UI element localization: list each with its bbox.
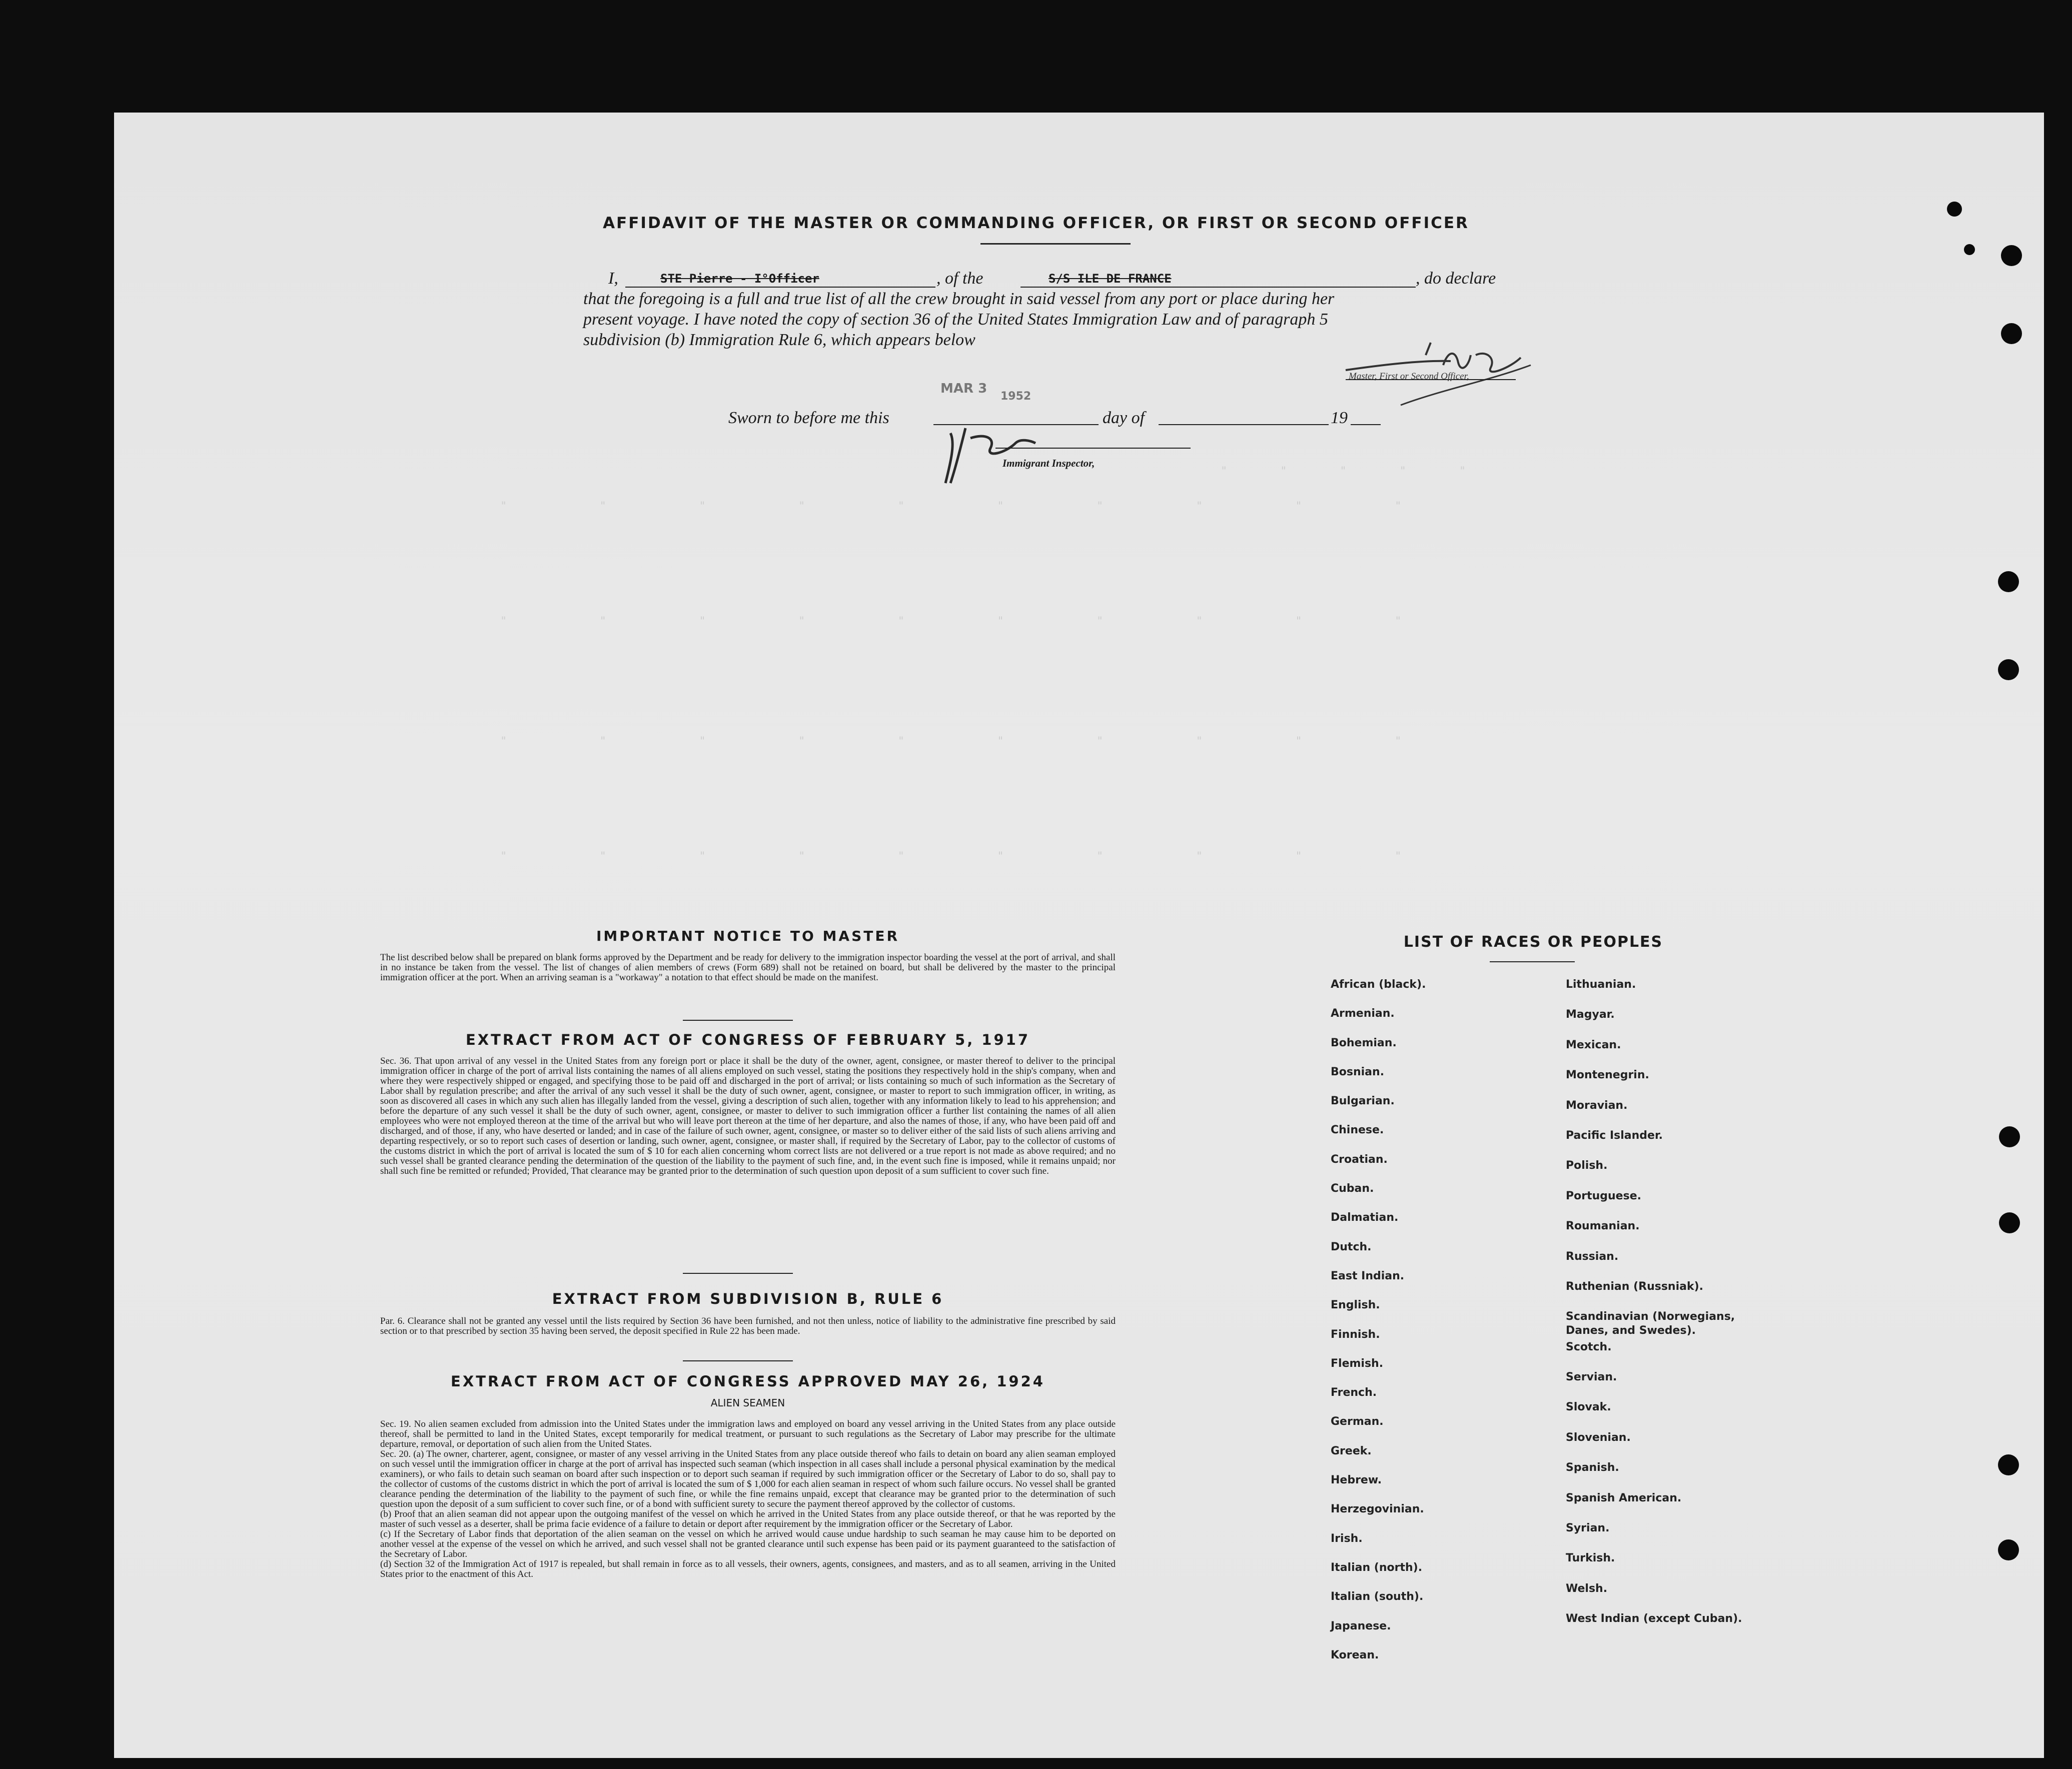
- race-item: Chinese.: [1331, 1124, 1384, 1137]
- binder-hole: [1998, 659, 2019, 680]
- race-item: Dutch.: [1331, 1240, 1372, 1253]
- race-item: Bulgarian.: [1331, 1095, 1395, 1108]
- sec-19-text: Sec. 19. No alien seamen excluded from admission into the United States under the immigration laws and employed on board any vessel arriving in the United States from any place outside thereof, shall be permitted to land in the United States, except temporarily for medical treatment, or pursuant to such regulations as the Secretary of Labor may prescribe for the ultimate departure, removal, or deportation of such alien from the United States.: [380, 1419, 1116, 1449]
- race-item: Montenegrin.: [1566, 1069, 1649, 1082]
- race-item: Magyar.: [1566, 1008, 1615, 1021]
- binder-hole: [1999, 1212, 2020, 1233]
- rule6-text: Par. 6. Clearance shall not be granted any vessel until the lists required by Section 36 have been furnished, and not then unless, notice of liability to the administrative fine prescribed by said section or to that prescribed by section 35 having been served, the deposit specified in Rule 22 has been made.: [380, 1316, 1116, 1336]
- affidavit-body-line1: that the foregoing is a full and true list of all the crew brought in said vessel from any port or place during her: [583, 290, 1335, 308]
- date-stamp: MAR 3: [940, 381, 987, 396]
- binder-hole: [1964, 244, 1975, 255]
- vessel-name-line: [1020, 287, 1416, 288]
- race-item: Italian (north).: [1331, 1561, 1423, 1574]
- race-item: Cuban.: [1331, 1182, 1374, 1195]
- extract-1924-body: [380, 1419, 1116, 1579]
- races-title-underline: [1490, 961, 1575, 962]
- race-item: Lithuanian.: [1566, 978, 1636, 991]
- race-item: French.: [1331, 1386, 1377, 1399]
- vessel-name-field: S/S ILE DE FRANCE: [1049, 272, 1172, 286]
- sec-20a-text: Sec. 20. (a) The owner, charterer, agent, consignee, or master of any vessel arriving in the United States from any place outside thereof who fails to detain on board any alien seaman employed on such vessel until the immigration officer in charge at the port of arrival has inspected such seaman (which inspection in all cases shall include a personal physical examination by the medical examiners), or who fails to detain such seaman on board after such inspection or to deport such seaman if required by such immigration officer or the Secretary of Labor to do so, shall pay to the collector of customs of the customs district in which the port of arrival is located the sum of $ 1,000 for each alien seaman in respect of whom such failure occurs. No vessel shall be granted clearance pending the determination of the liability to the payment of such fine, or while the fine remains unpaid, except that clearance may be granted prior to the determination of such question upon the deposit of a sum sufficient to cover such fine, or of a bond with sufficient surety to secure the payment thereof approved by the collector of customs.: [380, 1449, 1116, 1509]
- affidavit-title: AFFIDAVIT OF THE MASTER OR COMMANDING OFFICER, OR FIRST OR SECOND OFFICER: [603, 214, 1469, 232]
- race-item: West Indian (except Cuban).: [1566, 1612, 1742, 1625]
- extract-1924-title: EXTRACT FROM ACT OF CONGRESS APPROVED MAY 26, 1924: [451, 1373, 1045, 1390]
- race-item: Bohemian.: [1331, 1036, 1397, 1049]
- race-item: Syrian.: [1566, 1522, 1610, 1535]
- race-item: Croatian.: [1331, 1153, 1388, 1166]
- race-item: Spanish American.: [1566, 1491, 1682, 1504]
- notice-text: The list described below shall be prepared on blank forms approved by the Department and be ready for delivery to the immigration inspector boarding the vessel at the port of arrival, and shall in no instance be taken from the vessel. The list of changes of alien members of crews (Form 689) shall not be retained on board, but shall be delivered by the master to the principal immigration officer at the port. When an arriving seaman is a "workaway" a notation to that effect should be made on the manifest.: [380, 952, 1116, 983]
- races-left-column: [1331, 978, 1541, 1677]
- race-item: Irish.: [1331, 1532, 1363, 1545]
- sworn-text: Sworn to before me this: [728, 409, 889, 427]
- affidavit-i-label: I,: [608, 269, 618, 288]
- race-item: Scotch.: [1566, 1340, 1612, 1353]
- race-item: Mexican.: [1566, 1038, 1621, 1051]
- rule6-divider: [683, 1360, 793, 1361]
- race-item: Italian (south).: [1331, 1590, 1424, 1603]
- races-right-column: [1566, 978, 1751, 1642]
- signature-title: Master, First or Second Officer,: [1349, 371, 1469, 382]
- race-item: Herzegovinian.: [1331, 1503, 1424, 1516]
- binder-hole: [1999, 1126, 2020, 1147]
- race-item: English.: [1331, 1299, 1380, 1312]
- race-item: Scandinavian (Norwegians, Danes, and Swedes).: [1566, 1310, 1735, 1337]
- race-item: Turkish.: [1566, 1552, 1615, 1565]
- race-item: Pacific Islander.: [1566, 1129, 1663, 1142]
- notice-divider: [683, 1020, 793, 1021]
- binder-hole: [1998, 571, 2019, 592]
- race-item: Roumanian.: [1566, 1220, 1640, 1233]
- sec-20b-text: (b) Proof that an alien seaman did not appear upon the outgoing manifest of the vessel on which he arrived in the United States from any place outside thereof, or that he was reported by the master of such vessel as a deserter, shall be prima facie evidence of a failure to detain or deport after requirement by the immigration officer or the Secretary of Labor.: [380, 1509, 1116, 1529]
- race-item: East Indian.: [1331, 1269, 1405, 1282]
- title-underline: [980, 243, 1131, 245]
- race-item: Korean.: [1331, 1648, 1379, 1661]
- alien-seamen-subtitle: ALIEN SEAMEN: [710, 1397, 785, 1409]
- sec-20d-text: (d) Section 32 of the Immigration Act of 1917 is repealed, but shall remain in force as to all vessels, their owners, agents, consignees, and masters, and as to all seamen, arriving in the United States prior to the enactment of this Act.: [380, 1559, 1116, 1579]
- day-of-label: day of: [1103, 409, 1145, 427]
- binder-hole: [1998, 1454, 2019, 1475]
- inspector-label: Immigrant Inspector,: [1002, 457, 1095, 469]
- sec-20c-text: (c) If the Secretary of Labor finds that deportation of the alien seaman on the vessel on which he arrived would cause undue hardship to such seaman he may cause him to be deported on another vessel at the expense of the vessel on which he arrived, and such vessel shall not be granted clearance until such expense has been paid or its payment guaranteed to the satisfaction of the Secretary of Labor.: [380, 1529, 1116, 1559]
- inspector-signature: [940, 418, 1091, 493]
- binder-hole: [1998, 1539, 2019, 1560]
- year-prefix: 19: [1331, 409, 1348, 427]
- extract-1917-text: Sec. 36. That upon arrival of any vessel in the United States from any foreign port or place it shall be the duty of the owner, agent, consignee, or master thereof to deliver to the principal immigration officer in charge of the port of arrival lists containing the names of all aliens employed on such vessel, stating the positions they respectively hold in the ship's company, when and where they were respectively shipped or engaged, and specifying those to be paid off and discharged in the port of arrival; or lists containing so much of such information as the Secretary of Labor shall by regulation prescribe; and after the arrival of any such vessel it shall be the duty of such owner, agent, consignee, or master to report to such immigration officer, in writing, as soon as discovered all cases in which any such alien has illegally landed from the vessel, giving a description of such alien, together with any information likely to lead to his apprehension; and before the departure of any such vessel it shall be the duty of such owner, agent, consignee, or master to deliver to such immigration officer a further list containing the names of all alien employees who were not employed thereon at the time of the arrival but who will leave port thereon at the time of her departure, and also the names of those, if any, who have been paid off and discharged, and of those, if any, who have deserted or landed; and in case of the failure of such owner, agent, consignee, or master so to deliver either of the said lists of such aliens arriving and departing respectively, or so to report such cases of desertion or landing, such owner, agent, consignee, or master shall, if required by the Secretary of Labor, pay to the collector of customs of the customs district in which the port of arrival is located the sum of $ 10 for each alien concerning whom correct lists are not delivered or a true report is not made as above required; and no such vessel shall be granted clearance pending the determination of the question of the liability to the payment of such fine, and, in the event such fine is imposed, while it remains unpaid; nor shall such fine be remitted or refunded; Provided, That clearance may be granted prior to the determination of such question upon deposit of a sum sufficient to cover such fine.: [380, 1056, 1116, 1176]
- race-item: Slovenian.: [1566, 1431, 1631, 1444]
- race-item: Servian.: [1566, 1371, 1617, 1384]
- notice-title: IMPORTANT NOTICE TO MASTER: [596, 928, 900, 944]
- scan-border: [114, 0, 2044, 113]
- binder-hole: [2001, 245, 2022, 266]
- race-item: Armenian.: [1331, 1007, 1395, 1020]
- affidavit-body-line2: present voyage. I have noted the copy of section 36 of the United States Immigration Law and of paragraph 5: [583, 310, 1328, 329]
- affidavit-body-line3: subdivision (b) Immigration Rule 6, which appears below: [583, 331, 975, 349]
- race-item: Slovak.: [1566, 1401, 1611, 1414]
- inspector-line: [995, 448, 1191, 449]
- of-the-label: , of the: [936, 269, 983, 288]
- officer-name-field: STE Pierre - I°Officer: [660, 272, 819, 286]
- race-item: Flemish.: [1331, 1357, 1384, 1370]
- rule6-title: EXTRACT FROM SUBDIVISION B, RULE 6: [552, 1290, 944, 1307]
- race-item: Ruthenian (Russniak).: [1566, 1280, 1704, 1293]
- race-item: Moravian.: [1566, 1099, 1628, 1112]
- race-item: Hebrew.: [1331, 1474, 1382, 1487]
- race-item: Portuguese.: [1566, 1189, 1641, 1202]
- race-item: Welsh.: [1566, 1582, 1608, 1595]
- race-item: Greek.: [1331, 1444, 1372, 1457]
- race-item: African (black).: [1331, 978, 1426, 991]
- race-item: Russian.: [1566, 1250, 1619, 1263]
- extract-1917-divider: [683, 1273, 793, 1274]
- officer-name-line: [625, 287, 935, 288]
- race-item: Japanese.: [1331, 1619, 1391, 1632]
- extract-1917-title: EXTRACT FROM ACT OF CONGRESS OF FEBRUARY 5, 1917: [465, 1031, 1030, 1048]
- race-item: Finnish.: [1331, 1328, 1380, 1341]
- race-item: Polish.: [1566, 1159, 1608, 1172]
- race-item: Bosnian.: [1331, 1065, 1385, 1078]
- date-stamp-year: 1952: [1000, 390, 1031, 403]
- do-declare-label: , do declare: [1416, 269, 1496, 288]
- race-item: Dalmatian.: [1331, 1211, 1399, 1224]
- sworn-year-line: [1351, 424, 1381, 425]
- binder-hole: [2001, 323, 2022, 344]
- race-item: German.: [1331, 1415, 1384, 1428]
- race-item: Spanish.: [1566, 1461, 1619, 1474]
- sworn-month-line: [1159, 424, 1329, 425]
- races-title: LIST OF RACES OR PEOPLES: [1403, 933, 1663, 951]
